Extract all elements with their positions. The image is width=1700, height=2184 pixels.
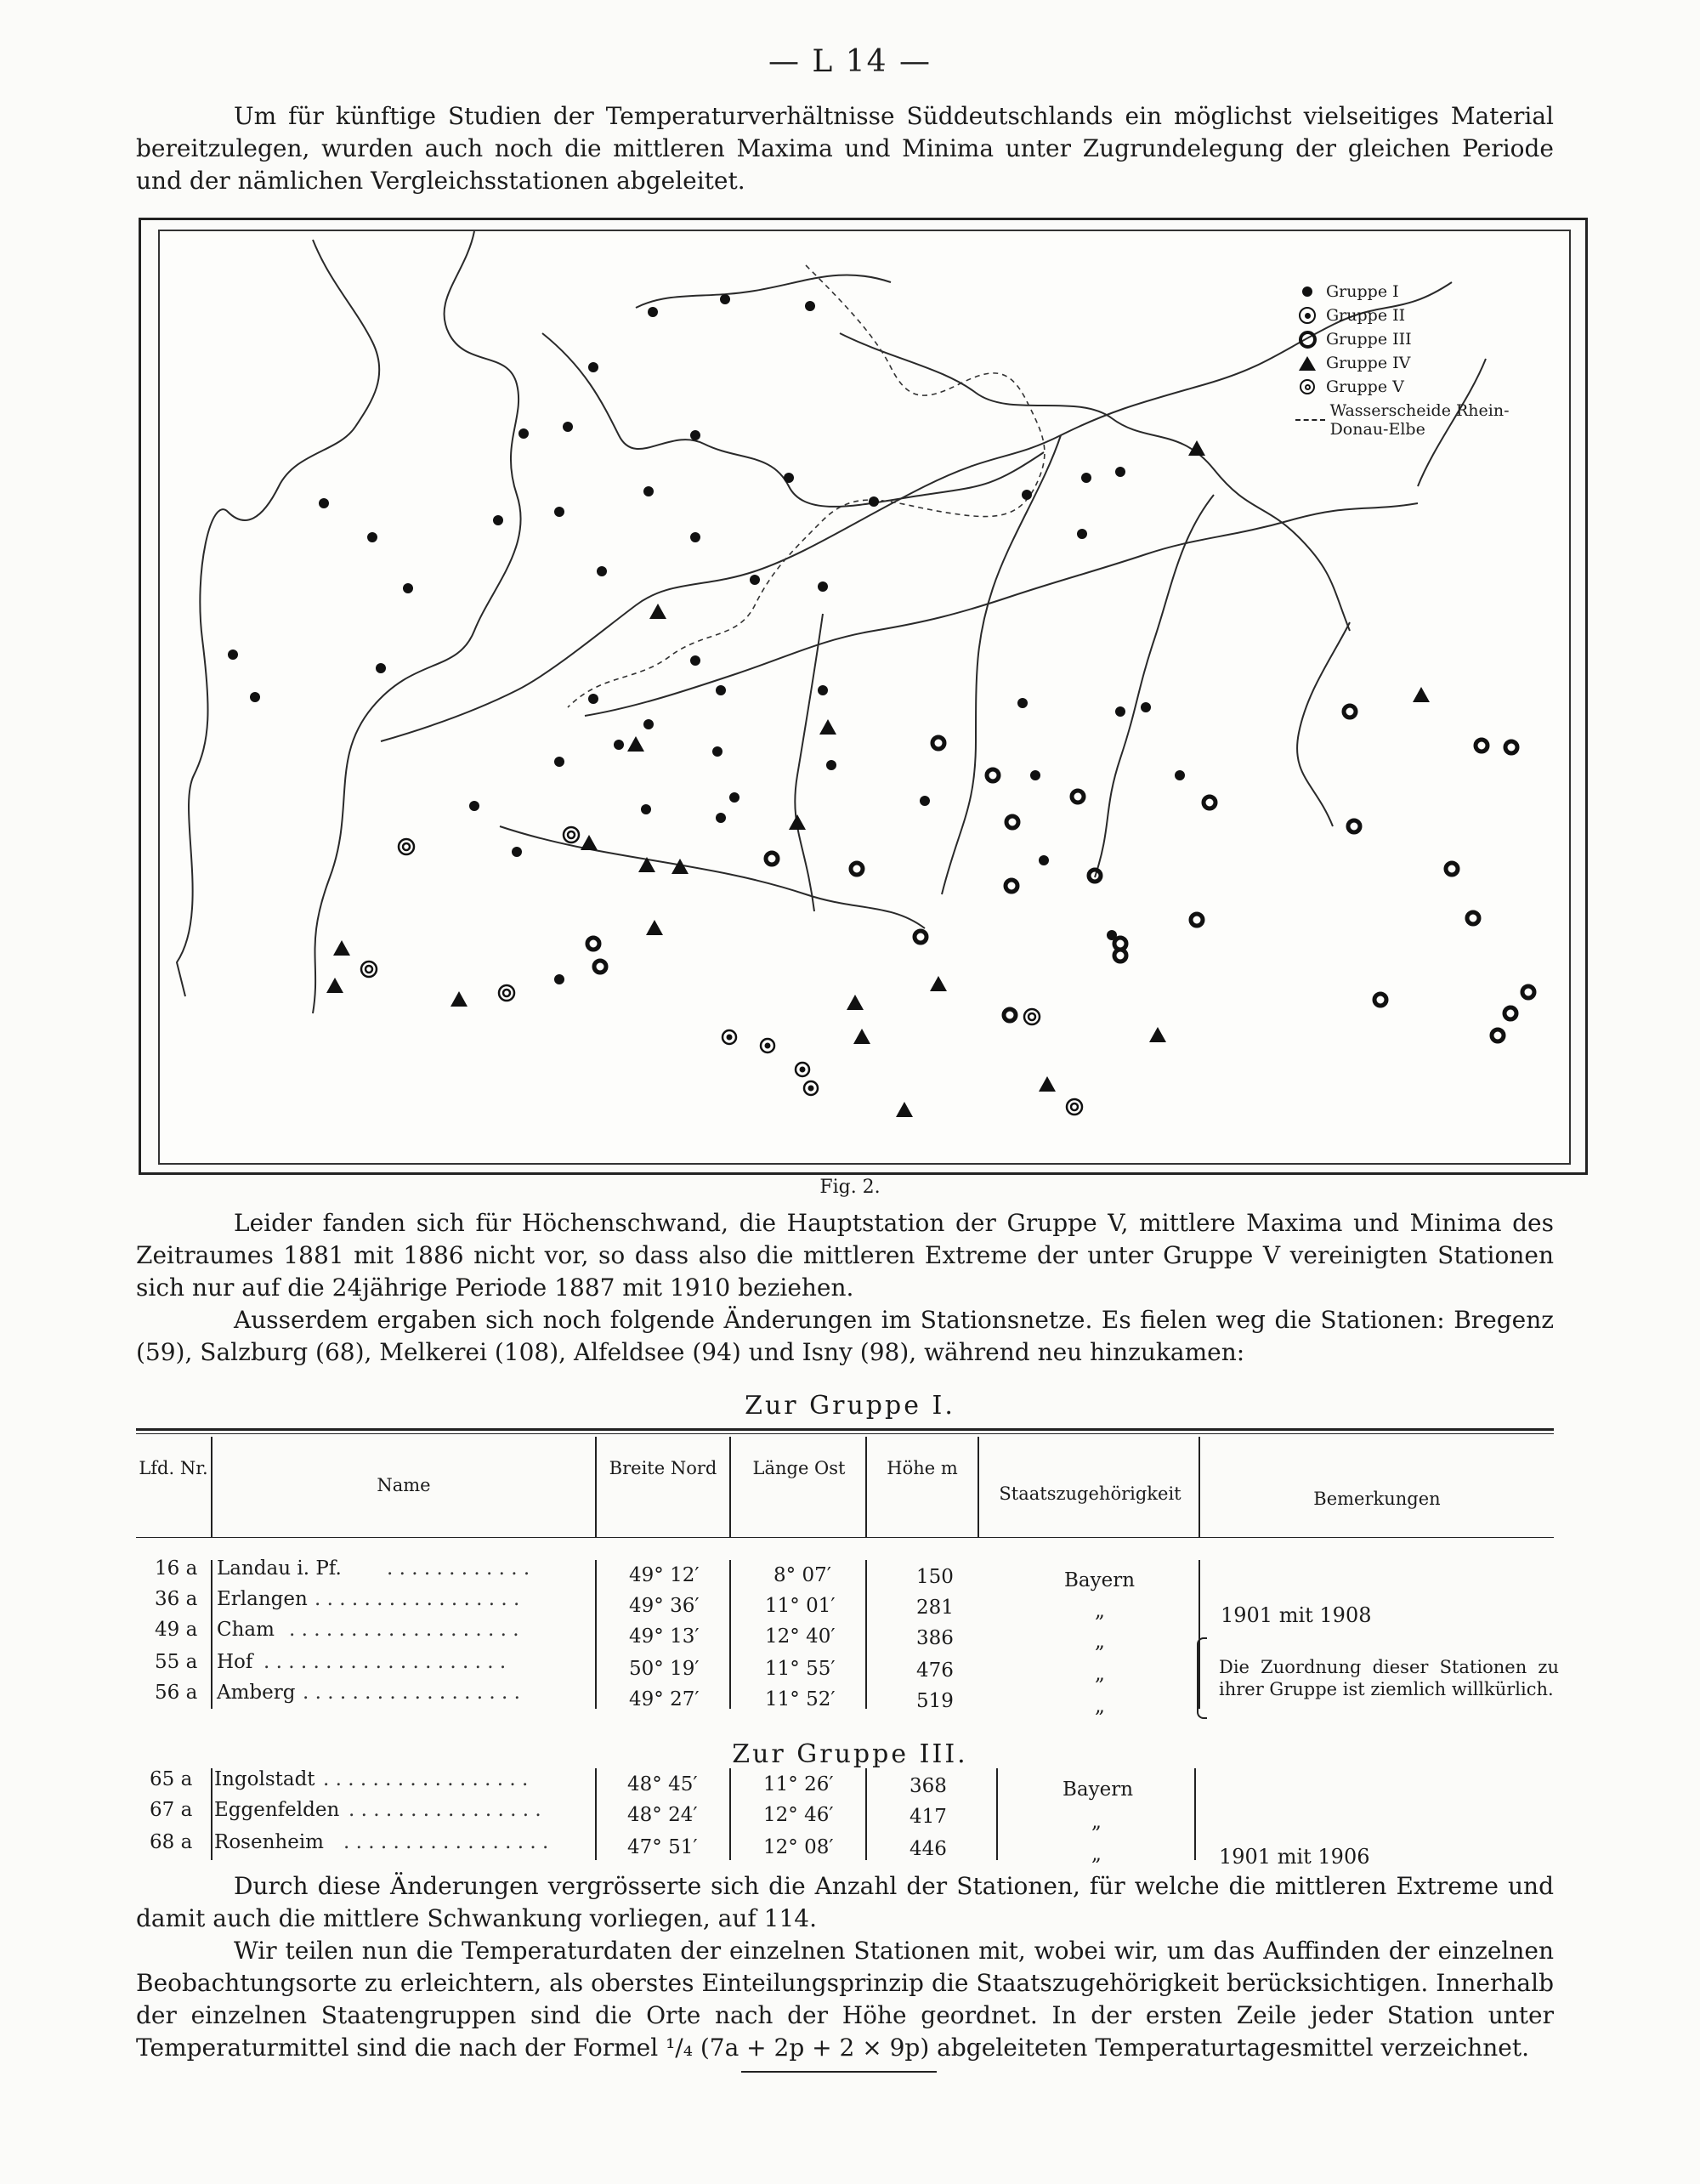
leader-dots: . . . . . . . . . . . . . . . . . . . bbox=[289, 1619, 519, 1641]
station-group1 bbox=[869, 496, 879, 507]
intro-paragraph bbox=[136, 100, 1554, 197]
dotted-ring-icon bbox=[1299, 307, 1316, 324]
double-ring-icon bbox=[1300, 379, 1315, 394]
leader-dots: . . . . . . . . . . . . . . . . . bbox=[323, 1768, 529, 1790]
leader-dots: . . . . . . . . . . . . bbox=[387, 1557, 530, 1580]
station-group4 bbox=[896, 1102, 913, 1117]
station-group1 bbox=[469, 801, 479, 811]
border-line bbox=[542, 333, 1044, 507]
col-divider bbox=[595, 1768, 597, 1860]
station-group3 bbox=[851, 863, 863, 875]
station-group1 bbox=[588, 694, 598, 704]
river-line bbox=[381, 282, 1452, 741]
remark-period-group3: 1901 mit 1906 bbox=[1219, 1845, 1370, 1869]
station-group1 bbox=[588, 362, 598, 372]
remark-brace bbox=[1197, 1637, 1207, 1719]
station-group4 bbox=[450, 991, 468, 1007]
col-divider bbox=[865, 1437, 867, 1537]
station-group4 bbox=[819, 719, 836, 735]
station-group5 bbox=[499, 985, 514, 1001]
station-group1 bbox=[1141, 702, 1151, 712]
col-divider bbox=[1198, 1437, 1200, 1537]
station-group1 bbox=[1030, 770, 1040, 780]
station-group3 bbox=[1348, 820, 1360, 832]
col-divider bbox=[1194, 1768, 1196, 1860]
page-number: — L 14 — bbox=[768, 44, 932, 79]
station-group4 bbox=[1149, 1027, 1166, 1042]
station-group3 bbox=[1505, 741, 1517, 753]
dashed-line-icon bbox=[1295, 419, 1325, 421]
leader-dots: . . . . . . . . . . . . . . . . . bbox=[314, 1588, 520, 1610]
station-group4 bbox=[638, 857, 655, 872]
col-divider bbox=[996, 1768, 998, 1860]
header-state: Staatszugehörigkeit bbox=[999, 1483, 1182, 1504]
col-divider bbox=[595, 1437, 597, 1537]
station-group1 bbox=[493, 515, 503, 525]
station-group1 bbox=[1039, 855, 1049, 865]
station-group2 bbox=[761, 1039, 774, 1052]
station-group1 bbox=[1081, 473, 1091, 483]
station-group4 bbox=[649, 604, 666, 619]
col-divider bbox=[211, 1768, 212, 1860]
station-group1 bbox=[554, 974, 564, 984]
col-divider bbox=[978, 1437, 979, 1537]
station-group3 bbox=[1492, 1030, 1504, 1041]
triangle-icon bbox=[1299, 356, 1316, 371]
border-line bbox=[636, 275, 891, 308]
station-group3 bbox=[915, 931, 926, 943]
station-group1 bbox=[712, 746, 722, 757]
station-group4 bbox=[646, 920, 663, 935]
station-group1 bbox=[818, 685, 828, 695]
station-group1 bbox=[1115, 467, 1125, 477]
station-group1 bbox=[729, 792, 740, 803]
station-group1 bbox=[554, 757, 564, 767]
header-bottom-rule bbox=[136, 1537, 1554, 1538]
station-group1 bbox=[716, 685, 726, 695]
station-group4 bbox=[326, 978, 343, 993]
ring-icon bbox=[1299, 331, 1317, 349]
station-group1 bbox=[518, 428, 529, 439]
station-group3 bbox=[1476, 740, 1488, 752]
station-group1 bbox=[228, 650, 238, 660]
river-line bbox=[942, 435, 1061, 894]
station-group1 bbox=[1077, 529, 1087, 539]
station-group2 bbox=[722, 1030, 736, 1044]
station-group3 bbox=[932, 737, 944, 749]
col-divider bbox=[729, 1560, 731, 1709]
station-group1 bbox=[643, 719, 654, 729]
col-divider bbox=[729, 1768, 731, 1860]
station-group3 bbox=[1522, 986, 1534, 998]
station-group1 bbox=[319, 498, 329, 508]
station-group3 bbox=[987, 769, 999, 781]
station-group1 bbox=[641, 804, 651, 814]
table-top-rule-thin bbox=[136, 1433, 1554, 1434]
body-paragraph-1: Leider fanden sich für Höchenschwand, die Hauptstation der Gruppe V, mittlere Maxima und Minima des Zeitraumes 1881 mit 1886 nicht vor, so dass also die mittleren Extreme der unter Gruppe V vereinigten Stationen sich nur auf die 24jährige Periode 1887 mit 1910 beziehen. bbox=[136, 1209, 1554, 1302]
header-nr: Lfd. Nr. bbox=[139, 1458, 208, 1478]
station-group4 bbox=[853, 1029, 870, 1044]
col-divider bbox=[729, 1437, 731, 1537]
figure-caption: Fig. 2. bbox=[819, 1177, 881, 1198]
leader-dots: . . . . . . . . . . . . . . . . . bbox=[343, 1831, 549, 1853]
station-group3 bbox=[766, 853, 778, 865]
station-group1 bbox=[648, 307, 658, 317]
station-group1 bbox=[1017, 698, 1028, 708]
col-divider bbox=[865, 1560, 867, 1709]
station-group4 bbox=[930, 976, 947, 991]
body-paragraph-2: Ausserdem ergaben sich noch folgende Änderungen im Stationsnetze. Es fielen weg die Stationen: Bregenz (59), Salzburg (68), Melkerei (108), Alfeldsee (94) und Isny (98), während neu hinzukamen: bbox=[136, 1306, 1554, 1366]
col-divider bbox=[595, 1560, 597, 1709]
station-group3 bbox=[1006, 816, 1018, 828]
station-group1 bbox=[690, 532, 700, 542]
remark-period: 1901 mit 1908 bbox=[1221, 1603, 1372, 1627]
legend-item-watershed: Wasserscheide Rhein-Donau-Elbe bbox=[1295, 401, 1567, 439]
legend-item-group4: Gruppe IV bbox=[1295, 354, 1567, 372]
station-group3 bbox=[1191, 914, 1203, 926]
station-group1 bbox=[643, 486, 654, 496]
station-group3 bbox=[1006, 880, 1017, 892]
station-group5 bbox=[1067, 1099, 1082, 1115]
station-group2 bbox=[804, 1081, 818, 1095]
station-group1 bbox=[920, 796, 930, 806]
map-frame-inner bbox=[158, 230, 1571, 1165]
station-group5 bbox=[361, 962, 377, 977]
col-divider bbox=[211, 1560, 212, 1709]
station-group1 bbox=[716, 813, 726, 823]
station-group1 bbox=[563, 422, 573, 432]
station-group5 bbox=[1024, 1009, 1040, 1024]
remark-note: Die Zuordnung dieser Stationen zu ihrer Gruppe ist ziemlich willkürlich. bbox=[1219, 1657, 1559, 1699]
filled-dot-icon bbox=[1302, 286, 1312, 297]
station-group5 bbox=[399, 839, 414, 854]
station-group3 bbox=[1504, 1007, 1516, 1019]
station-group4 bbox=[1039, 1076, 1056, 1092]
station-group1 bbox=[720, 294, 730, 304]
legend-item-group1: Gruppe I bbox=[1295, 282, 1567, 301]
station-group2 bbox=[796, 1063, 809, 1076]
header-alt: Höhe m bbox=[887, 1458, 958, 1478]
station-group3 bbox=[1467, 912, 1479, 924]
col-divider bbox=[865, 1768, 867, 1860]
border-line bbox=[840, 333, 1350, 631]
station-group1 bbox=[614, 740, 624, 750]
station-group4 bbox=[847, 995, 864, 1010]
station-group1 bbox=[1115, 706, 1125, 717]
station-group3 bbox=[1446, 863, 1458, 875]
legend-item-group3: Gruppe III bbox=[1295, 330, 1567, 349]
header-lat: Breite Nord bbox=[609, 1458, 717, 1478]
station-group3 bbox=[1072, 791, 1084, 803]
river-line bbox=[795, 614, 823, 911]
border-line bbox=[177, 240, 379, 996]
station-group1 bbox=[597, 566, 607, 576]
station-group3 bbox=[587, 938, 599, 950]
table-top-rule bbox=[136, 1428, 1554, 1431]
station-group5 bbox=[564, 827, 579, 842]
station-group1 bbox=[818, 581, 828, 592]
table-title-group1: Zur Gruppe I. bbox=[745, 1391, 955, 1421]
station-group4 bbox=[333, 940, 350, 956]
river-line bbox=[1297, 622, 1350, 826]
leader-dots: . . . . . . . . . . . . . . . . . . bbox=[303, 1682, 520, 1704]
border-line bbox=[500, 826, 925, 928]
intro-text: Um für künftige Studien der Temperaturverhältnisse Süddeutschlands ein möglichst vielseitiges Material bereitzulegen, wurden auch noch die mittleren Maxima und Minima unter Zugrundelegung der gleichen Periode und der nämlichen Vergleichsstationen abgeleitet. bbox=[136, 102, 1554, 195]
station-group1 bbox=[367, 532, 377, 542]
legend-item-group5: Gruppe V bbox=[1295, 377, 1567, 396]
header-name: Name bbox=[377, 1475, 431, 1495]
border-line bbox=[313, 231, 521, 1013]
leader-dots: . . . . . . . . . . . . . . . . . . . . bbox=[264, 1651, 507, 1673]
header-remarks: Bemerkungen bbox=[1313, 1489, 1441, 1509]
station-group1 bbox=[403, 583, 413, 593]
station-group1 bbox=[1175, 770, 1185, 780]
map-legend bbox=[1295, 282, 1567, 439]
station-group1 bbox=[750, 575, 760, 585]
station-group3 bbox=[1374, 994, 1386, 1006]
table-title-group3: Zur Gruppe III. bbox=[732, 1739, 968, 1769]
station-group4 bbox=[627, 736, 644, 752]
legend-item-group2: Gruppe II bbox=[1295, 306, 1567, 325]
station-group1 bbox=[376, 663, 386, 673]
closing-rule bbox=[741, 2071, 937, 2073]
river-line bbox=[585, 503, 1418, 716]
station-group1 bbox=[512, 847, 522, 857]
station-group1 bbox=[826, 760, 836, 770]
station-group3 bbox=[1204, 797, 1216, 808]
station-group3 bbox=[594, 961, 606, 973]
station-group1 bbox=[784, 473, 794, 483]
station-group1 bbox=[690, 430, 700, 440]
station-group1 bbox=[1022, 490, 1032, 500]
station-group4 bbox=[1413, 687, 1430, 702]
station-group1 bbox=[250, 692, 260, 702]
station-group4 bbox=[789, 814, 806, 830]
station-group3 bbox=[1004, 1009, 1016, 1021]
body-paragraph-3: Durch diese Änderungen vergrösserte sich die Anzahl der Stationen, für welche die mittleren Extreme und damit auch die mittlere Schwankung vorliegen, auf 114. bbox=[136, 1872, 1554, 1932]
station-group1 bbox=[690, 655, 700, 666]
station-group4 bbox=[581, 835, 598, 850]
station-group3 bbox=[1344, 706, 1356, 718]
body-paragraph-4: Wir teilen nun die Temperaturdaten der einzelnen Stationen mit, wobei wir, um das Auffinden der einzelnen Beobachtungsorte zu erleichtern, als oberstes Einteilungsprinzip die Staatszugehörigkeit berücksichtigen. Innerhalb der einzelnen Staatengruppen sind die Orte nach der Höhe geordnet. In der ersten Zeile jeder Station unter Temperaturmittel sind die nach der Formel ¹/₄ (7a + 2p + 2 × 9p) abgeleiteten Temperaturtagesmittel verzeichnet. bbox=[136, 1937, 1554, 2062]
station-group1 bbox=[805, 301, 815, 311]
station-group1 bbox=[554, 507, 564, 517]
leader-dots: . . . . . . . . . . . . . . . . bbox=[348, 1799, 541, 1821]
station-group3 bbox=[1114, 950, 1126, 962]
header-lon: Länge Ost bbox=[752, 1458, 846, 1478]
